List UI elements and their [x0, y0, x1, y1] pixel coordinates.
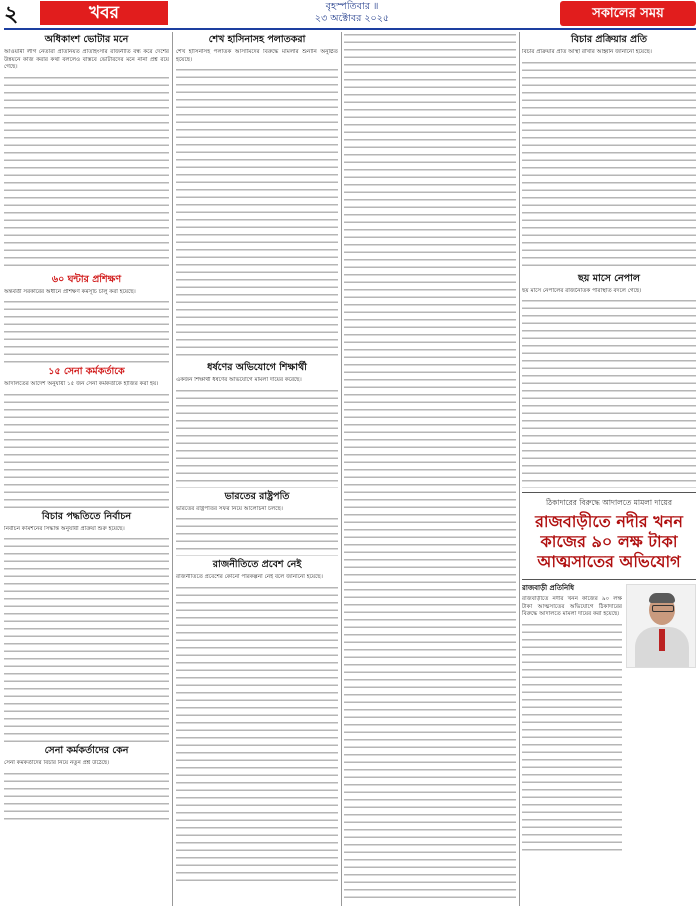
- day-label: বৃহস্পতিবার ॥: [325, 1, 379, 12]
- column-1: [4, 32, 169, 906]
- article-body: [344, 32, 516, 900]
- headline: রাজনীতিতে প্রবেশ নেই: [212, 559, 302, 570]
- article-body: [4, 75, 169, 271]
- newspaper-logo: সকালের সময়: [560, 1, 696, 26]
- column-4: [522, 32, 696, 906]
- article-body: [176, 585, 338, 885]
- column-divider: [519, 32, 520, 906]
- headline: সেনা কর্মকর্তাদের কেন: [44, 745, 129, 756]
- article-body: [522, 298, 696, 488]
- article-body: [176, 516, 338, 556]
- article-lead: আওয়ামী লীগ নেতারা প্রতিনিয়ত প্রতিহিংসার রাজনীতি বন্ধ করে দেশের উন্নয়নে কাজ করার কথা বললেও বাস্তবে ভোটারদের মনে নানা প্রশ্ন রয়ে গেছে।: [4, 49, 169, 70]
- article-body: [522, 60, 696, 270]
- section-label: খবর: [40, 1, 168, 25]
- article-lead: ছয় মাসে নেপালের রাজনৈতিক পরিস্থিতি বদলে গেছে।: [522, 287, 642, 294]
- article-lead: আদালতের আদেশ অনুযায়ী ১৫ জন সেনা কর্মকর্তাকে হাজির করা হয়।: [4, 381, 159, 387]
- headline: শেখ হাসিনাসহ পলাতকরা: [208, 34, 306, 45]
- article-lead: একজন শিক্ষার্থী ধর্ষণের অভিযোগে মামলা দায়ের করেছে।: [176, 377, 302, 383]
- article-lead: নির্বাচন কমিশনের সিদ্ধান্ত অনুযায়ী প্রক্রিয়া শুরু হয়েছে।: [4, 525, 125, 532]
- headline: ছয় মাসে নেপাল: [578, 272, 640, 284]
- column-3: [344, 32, 516, 906]
- dateline: [262, 1, 442, 27]
- article-lead: বিচার প্রক্রিয়ার প্রতি আস্থা রাখার আহ্বান জানানো হয়েছে।: [522, 49, 652, 55]
- article-lead: রাজনীতিতে প্রবেশের কোনো পরিকল্পনা নেই বলে জানানো হয়েছে।: [176, 574, 323, 580]
- column-divider: [172, 32, 173, 906]
- headline: ধর্ষণের অভিযোগে শিক্ষার্থী: [207, 362, 307, 373]
- article-body: [176, 67, 338, 359]
- featured-body: [522, 584, 696, 852]
- article-body: [4, 392, 169, 508]
- article-lead: রাজবাড়ীতে নদীর খনন কাজের ৯০ লক্ষ টাকা আত্মসাতের অভিযোগে ঠিকাদারের বিরুদ্ধে আদালতে মামলা দায়ের করা হয়েছে।: [522, 596, 622, 617]
- headline: বিচার প্রক্রিয়ার প্রতি: [571, 34, 647, 45]
- photo-tie: [659, 629, 665, 651]
- headline: ১৫ সেনা কর্মকর্তাকে: [48, 366, 125, 377]
- article-body: [4, 771, 169, 823]
- featured-headline: রাজবাড়ীতে নদীর খনন কাজের ৯০ লক্ষ টাকা আত্মসাতের অভিযোগ: [535, 512, 683, 571]
- article-body: [176, 388, 338, 488]
- article-lead: অন্তর্বর্তী সরকারের অধীনে প্রশিক্ষণ কর্মসূচি চালু করা হয়েছে।: [4, 288, 136, 295]
- date-label: ২৩ অক্টোবর ২০২৫: [314, 13, 390, 24]
- article-lead: শেখ হাসিনাসহ পলাতক আসামিদের বিরুদ্ধে মামলার শুনানি অনুষ্ঠিত হয়েছে।: [176, 49, 338, 63]
- byline: রাজবাড়ী প্রতিনিধি: [522, 584, 575, 592]
- headline: ৬০ ঘন্টার প্রশিক্ষণ: [51, 273, 122, 285]
- article-body: [4, 299, 169, 363]
- headline: ভারতের রাষ্ট্রপতি: [224, 490, 290, 502]
- headline: বিচার পদ্ধতিতে নির্বাচন: [41, 510, 132, 522]
- article-lead: ভারতের রাষ্ট্রপতির সফর নিয়ে আলোচনা চলছে।: [176, 505, 283, 512]
- column-divider: [341, 32, 342, 906]
- photo-glasses: [652, 605, 674, 612]
- page-number: ২: [4, 1, 19, 27]
- story-kicker: ঠিকাদারের বিরুদ্ধে আদালতে মামলা দায়ের: [545, 498, 673, 507]
- featured-story: [522, 492, 696, 580]
- masthead-rule: [4, 28, 696, 30]
- article-lead: সেনা কর্মকর্তাদের বিচার নিয়ে নতুন প্রশ্ন উঠেছে।: [4, 760, 110, 766]
- headline: অধিকাংশ ভোটার মনে: [44, 34, 129, 45]
- article-body: [4, 536, 169, 742]
- article-body: [522, 622, 622, 852]
- column-2: [176, 32, 338, 906]
- person-photo: [626, 584, 696, 668]
- photo-hair: [649, 593, 675, 603]
- masthead: [0, 0, 700, 28]
